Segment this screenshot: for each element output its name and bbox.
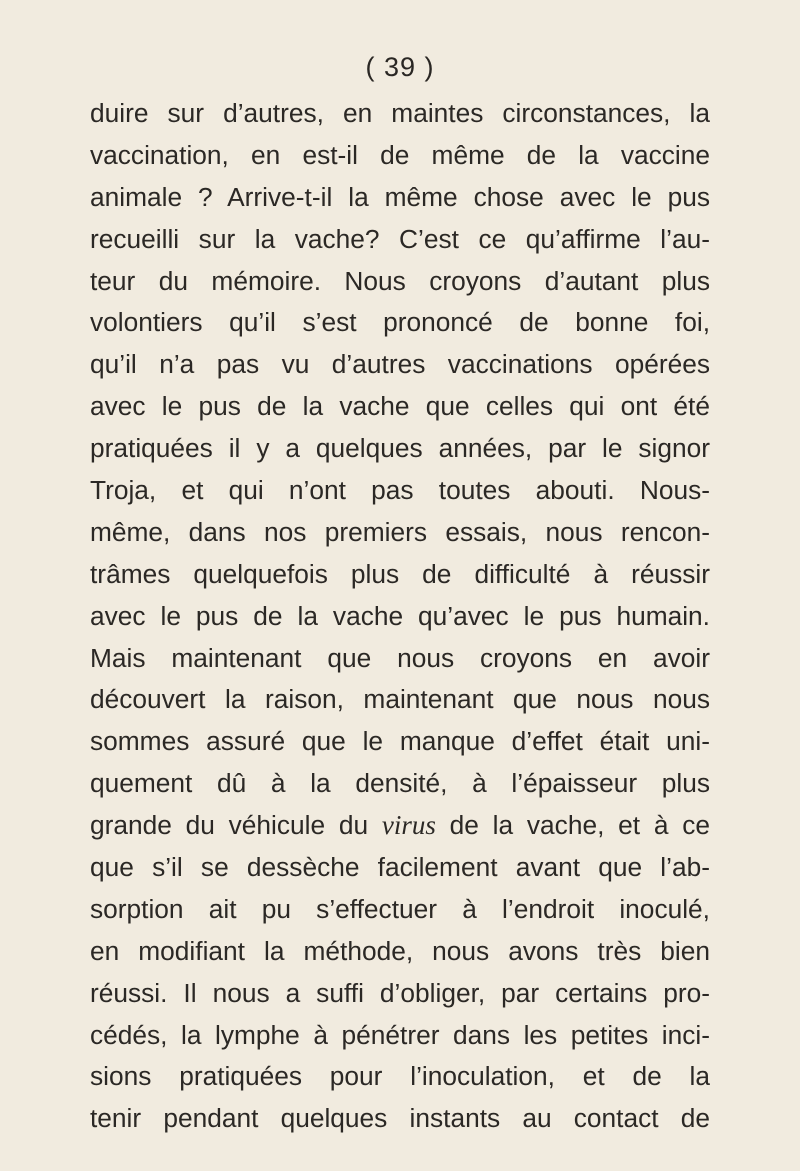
text-line-12: trâmes quelquefois plus de difficulté à réussir (90, 558, 710, 589)
text-line-4: recueilli sur la vache? C’est ce qu’affirme l’au- (90, 223, 710, 254)
text-line-23: cédés, la lymphe à pénétrer dans les petites inci- (90, 1019, 710, 1050)
text-line-2: vaccination, en est-il de même de la vaccine (90, 139, 710, 170)
text-line-16: sommes assuré que le manque d’effet était uni- (90, 726, 710, 757)
text-line-3: animale ? Arrive-t-il la même chose avec le pus (90, 181, 710, 212)
text-line-8: avec le pus de la vache que celles qui ont été (90, 391, 710, 422)
text-line-10: Troja, et qui n’ont pas toutes abouti. Nous- (90, 475, 710, 506)
text-line-25: tenir pendant quelques instants au contact de (90, 1103, 710, 1134)
text-line-13: avec le pus de la vache qu’avec le pus humain. (90, 600, 710, 631)
page-number: ( 39 ) (365, 52, 435, 82)
text-line-9: pratiquées il y a quelques années, par le signor (90, 433, 710, 464)
text-line-14: Mais maintenant que nous croyons en avoir (90, 642, 710, 673)
text-line-5: teur du mémoire. Nous croyons d’autant plus (90, 265, 710, 296)
text-line-24: sions pratiquées pour l’inoculation, et de la (90, 1061, 710, 1092)
text-line-11: même, dans nos premiers essais, nous rencon- (90, 516, 710, 547)
text-line-18 (90, 805, 710, 847)
text-line-17: quement dû à la densité, à l’épaisseur plus (90, 768, 710, 799)
text-line-22: réussi. Il nous a suffi d’obliger, par certains pro- (90, 977, 710, 1008)
virus-italic-word: virus (381, 810, 436, 841)
text-line-18-before: grande du véhicule du (90, 810, 382, 841)
text-line-7: qu’il n’a pas vu d’autres vaccinations opérées (90, 349, 710, 380)
body-text (90, 93, 710, 1140)
text-line-20: sorption ait pu s’effectuer à l’endroit inoculé, (90, 893, 710, 924)
text-line-18-after: de la vache, et à ce (435, 810, 710, 841)
text-line-21: en modifiant la méthode, nous avons très bien (90, 935, 710, 966)
text-line-15: découvert la raison, maintenant que nous nous (90, 684, 710, 715)
text-line-6: volontiers qu’il s’est prononcé de bonne foi, (90, 307, 710, 338)
text-line-1: duire sur d’autres, en maintes circonstances, la (90, 98, 710, 128)
text-line-19: que s’il se dessèche facilement avant que l’ab- (90, 852, 710, 883)
